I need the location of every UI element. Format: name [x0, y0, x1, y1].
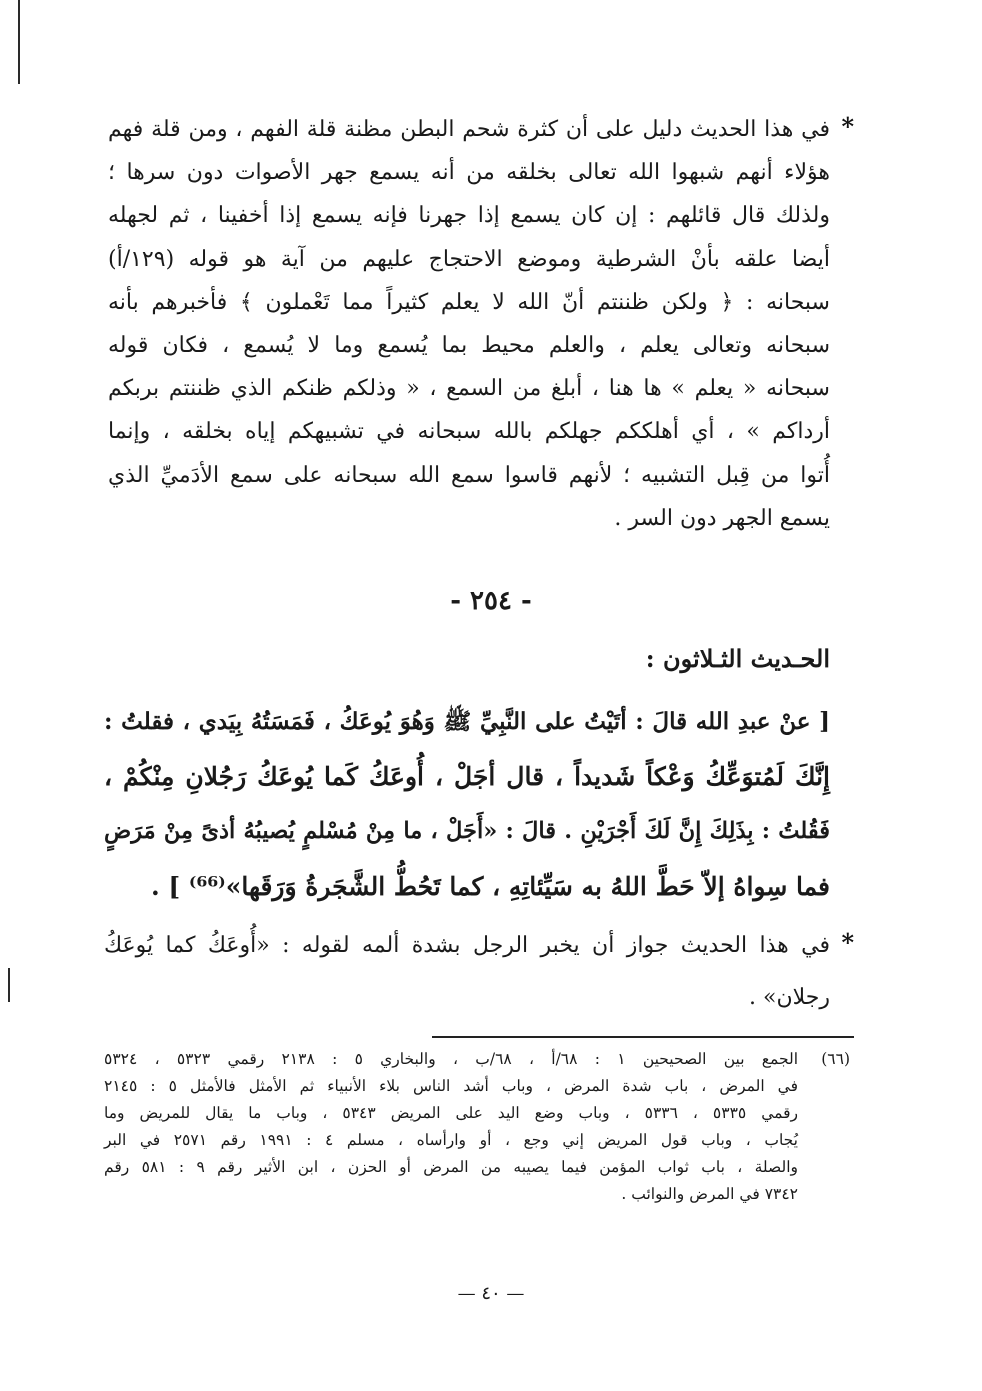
commentary-star-marker: *	[841, 112, 854, 141]
footnote-line: يُجاب ، وباب قول المريض إني وجع ، أو وارأساه ، مسلم ٤ : ١٩٩١ رقم ٢٥٧١ في البر	[104, 1131, 798, 1149]
text-line: سبحانه وتعالى يعلم ، والعلم محيط بما يُسمع وما لا يُسمع ، فكان قوله	[108, 333, 830, 359]
footnote-separator	[432, 1036, 854, 1038]
footnotes	[104, 1046, 798, 1208]
text-line: أيضا علقه بأنْ الشرطية وموضع الاحتجاج عليهم من آية هو قوله (١٢٩/أ)	[108, 246, 830, 272]
section-heading: الحـديث الثـلاثون :	[645, 644, 830, 673]
hadith-number: - ٢٥٤ -	[450, 586, 532, 616]
text-line: رجلان» .	[749, 985, 830, 1010]
hadith-line: إِنَّكَ لَمُتوَعِّكُ وَعْكاً شَديداً ، قال أجَلْ ، أُوعَكُ كَما يُوعَكُ رَجُلانِ مِنْكُمْ ،	[104, 762, 830, 791]
text-line: في هذا الحديث دليل على أن كثرة شحم البطن مظنة قلة الفهم ، ومن قلة فهم	[108, 117, 830, 142]
page-number: — ٤٠ —	[457, 1283, 525, 1304]
footnote-line: رقمي ٥٣٣٥ ، ٥٣٣٦ ، وباب وضع اليد على المريض ٥٣٤٣ ، وباب ما يقال للمريض وما	[104, 1104, 798, 1122]
text-line: سبحانه : ﴿ ولكن ظننتم أنّ الله لا يعلم كثيراً مما تَعْملون ﴾ فأخبرهم بأنه	[108, 289, 830, 315]
footnote-line: ٧٣٤٢ في المرض والنوائب .	[621, 1185, 798, 1203]
text-line: هؤلاء أنهم شبهوا الله تعالى بخلقه من أنه يسمع جهر الأصوات دون سرها ؛	[108, 160, 830, 186]
commentary-paragraph	[104, 920, 830, 1024]
text-line: أرداكم » ، أي أهلككم جهلكم بالله سبحانه في تشبيهكم إياه بخلقه ، وإنما	[108, 419, 830, 445]
footnote-line: الجمع بين الصحيحين ١ : ٦٨/أ ، ٦٨/ب ، والبخاري ٥ : ٢١٣٨ رقمي ٥٣٢٣ ، ٥٣٢٤	[104, 1050, 799, 1068]
hadith-line: فما سِواهُ إلاّ حَطَّ اللهُ به سَيِّئاتِهِ ، كما تَحُطُّ الشَّجَرةُ وَرَقَها»⁽⁶⁶⁾ ] .	[150, 872, 830, 901]
hadith-line: [ عنْ عبدِ الله قالَ : أتَيْتُ على النَّبِيِّ ﷺ وَهُوَ يُوعَكُ ، فَمَسَتُهُ بِيَدي ، فقلتُ :	[104, 708, 830, 735]
footnote-line: في المرض ، باب شدة المرض ، وباب أشد الناس بلاء الأنبياء ثم الأمثل فالأمثل ٥ : ٢١٤٥	[104, 1077, 798, 1095]
text-line: أُتوا من قِبل التشبيه ؛ لأنهم قاسوا سمع الله سبحانه على سمع الأدَميِّ الذي	[108, 462, 830, 488]
scan-margin-line	[18, 0, 20, 84]
text-line: سبحانه « يعلم » ها هنا ، أبلغ من السمع ، « وذلكم ظنكم الذي ظننتم بربكم	[108, 376, 830, 402]
text-line: ولذلك قال قائلهم : إن كان يسمع إذا جهرنا فإنه يسمع إذا أخفينا ، ثم لجهله	[108, 203, 830, 229]
commentary-star-marker: *	[841, 928, 854, 957]
hadith-text	[104, 694, 830, 914]
hadith-line: فَقُلتُ : بِذَلِكَ إِنَّ لَكَ أَجْرَيْنِ . قالَ : «أَجَلْ ، ما مِنْ مُسْلمٍ يُصيبُهُ أذىً مِنْ مَرَضٍ	[104, 818, 830, 844]
footnote-marker: (٦٦)	[821, 1050, 850, 1068]
commentary-paragraph	[108, 108, 830, 540]
text-line: في هذا الحديث جواز أن يخبر الرجل بشدة ألمه لقوله : «أُوعَكُ كما يُوعَكُ	[104, 933, 830, 958]
scan-margin-line	[8, 968, 10, 1002]
footnote-line: والصلة ، باب ثواب المؤمن فيما يصيبه من المرض أو الحزن ، ابن الأثير رقم ٩ : ٥٨١ رقم	[104, 1158, 798, 1176]
text-line: يسمع الجهر دون السر .	[614, 505, 830, 531]
